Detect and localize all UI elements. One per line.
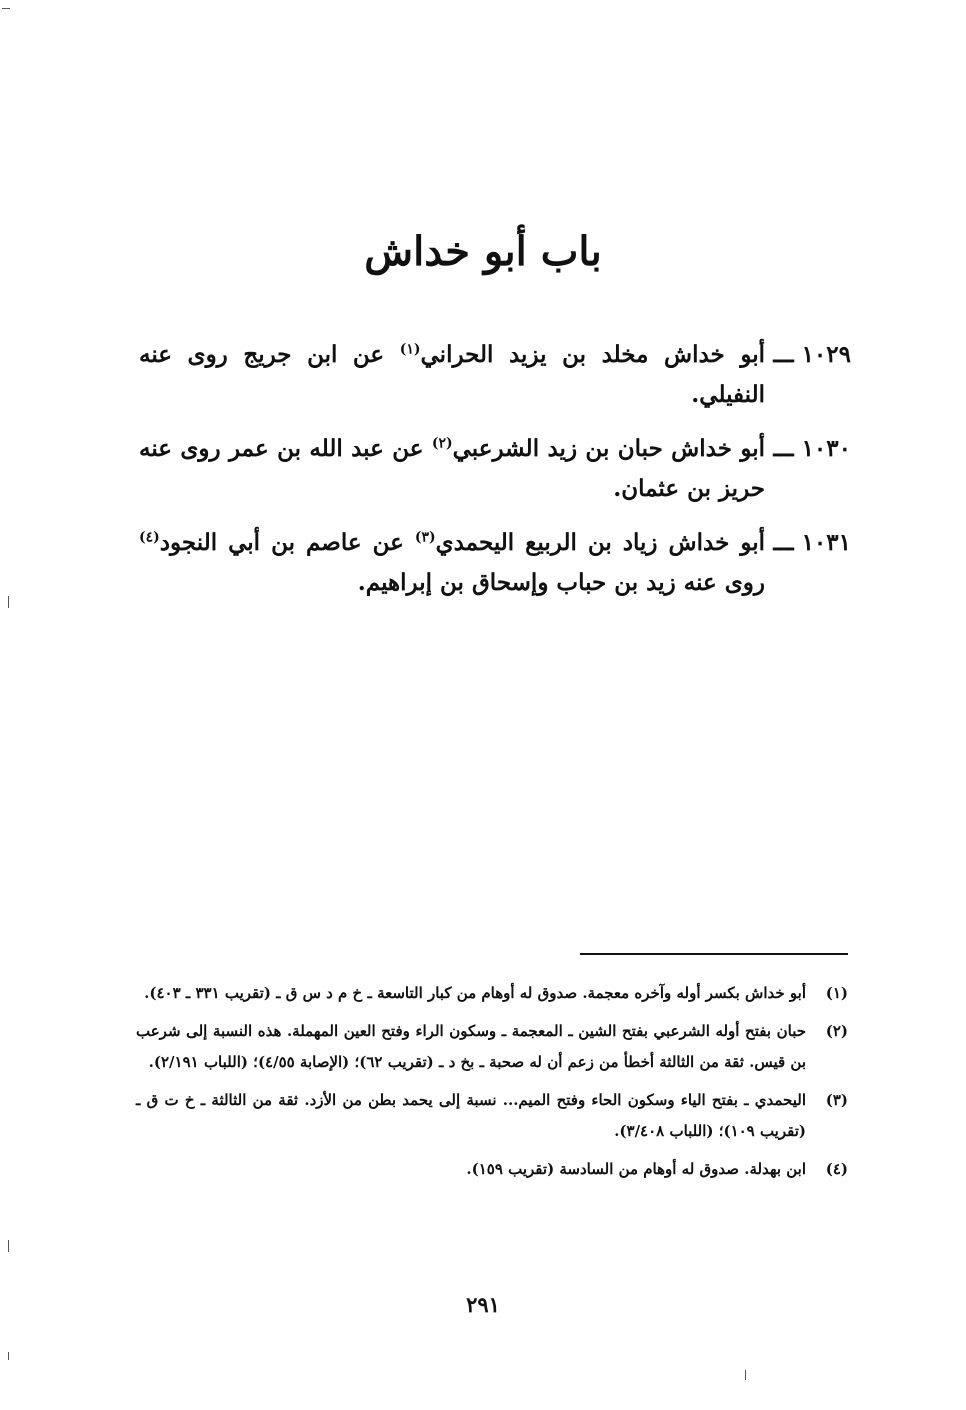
footnote-reference: (٤) [139,529,160,546]
scan-mark [745,1370,746,1380]
entry-text-part: عن عبد الله بن عمر روى عنه حريز بن عثمان. [139,435,765,502]
footnote [136,1154,848,1185]
footnote-reference: (٣) [414,529,436,546]
footnote-text: حبان بفتح أوله الشرعبي بفتح الشين ـ المعجمة ـ وسكون الراء وفتح العين المهملة. هذه النسبة إلى شرعب بن قيس. ثقة من الثالثة أخطأ من زعم أن له صحبة ـ بخ د ـ (تقريب ٦٢)؛ (الإصابة ٤/٥٥)؛ (اللباب ٢/١٩١). [136,1022,806,1071]
scan-mark [8,596,9,608]
entry-text [139,523,765,603]
footnote-number: (٤) [825,1160,848,1178]
narrator-entries [139,335,851,617]
footnote-reference: (١) [399,341,421,358]
entry-text [139,429,765,509]
page-number: ٢٩١ [466,1292,500,1317]
narrator-entry [139,429,851,509]
footnote-reference: (٢) [431,435,453,452]
footnote-text: أبو خداش بكسر أوله وآخره معجمة. صدوق له أوهام من كبار التاسعة ـ خ م د س ق ـ (تقريب ٣٣١ ـ ٤٠٣). [144,984,806,1002]
entry-text-part: روى عنه زيد بن حباب وإسحاق بن إبراهيم. [357,569,765,596]
scan-mark [2,8,10,9]
footnotes [136,978,848,1192]
scan-mark [8,1240,9,1252]
footnote-number: (١) [825,984,848,1002]
entry-number: ١٠٢٩ ـــ [773,341,851,368]
chapter-title: باب أبو خداش [364,228,602,275]
entry-text-part: أبو خداش مخلد بن يزيد الحراني [420,341,765,368]
scan-mark [8,1352,9,1360]
footnote [136,1016,848,1078]
entry-text-part: أبو خداش حبان بن زيد الشرعبي [452,435,765,462]
footnote-number: (٣) [825,1091,848,1109]
entry-text-part: عن عاصم بن أبي النجود [159,529,415,556]
narrator-entry [139,335,851,415]
entry-number: ١٠٣١ ـــ [773,529,851,556]
narrator-entry [139,523,851,603]
footnote [136,978,848,1009]
footnote-separator [580,953,848,955]
footnote [136,1085,848,1147]
footnote-number: (٢) [825,1022,848,1040]
entry-text [139,335,765,415]
entry-text-part: أبو خداش زياد بن الربيع اليحمدي [435,529,765,556]
footnote-text: اليحمدي ـ بفتح الياء وسكون الحاء وفتح الميم... نسبة إلى يحمد بطن من الأزد. ثقة من الثالثة ـ خ ت ق ـ (تقريب ١٠٩)؛ (اللباب ٣/٤٠٨). [136,1091,806,1140]
entry-number: ١٠٣٠ ـــ [773,435,851,462]
entry-text-part: عن ابن جريج روى عنه النفيلي. [139,341,765,408]
footnote-text: ابن بهدلة. صدوق له أوهام من السادسة (تقريب ١٥٩). [466,1160,806,1178]
